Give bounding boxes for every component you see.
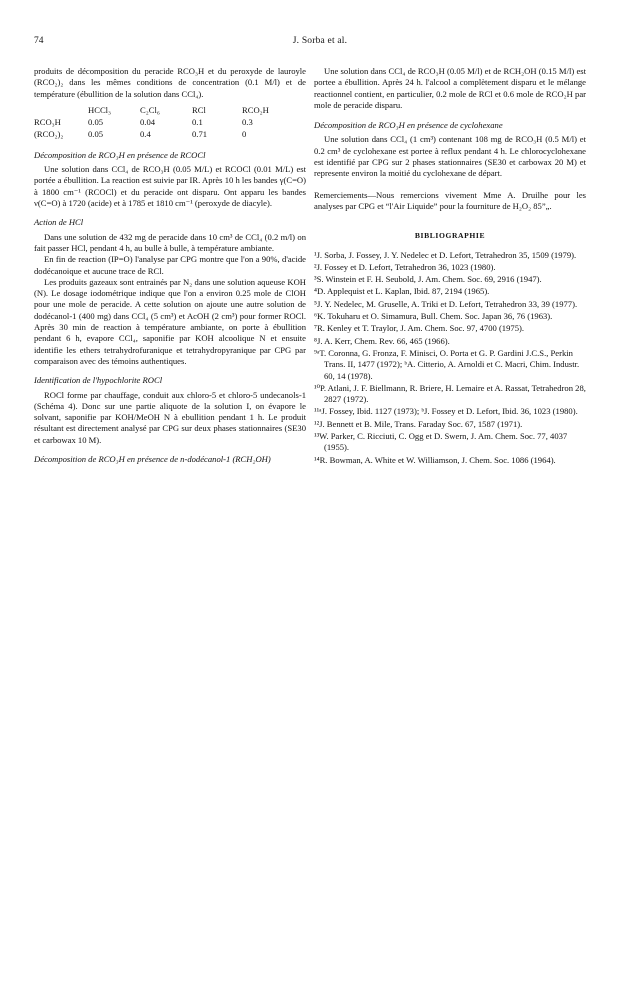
bibliography-heading: BIBLIOGRAPHIE <box>414 231 486 241</box>
section-heading: Décomposition de RCO₃H en présence de n-dodécanol-1 (RCH₂OH) <box>34 454 271 465</box>
section-heading: Identification de l'hypochlorite ROCl <box>34 375 163 386</box>
acknowledgements: Remerciements—Nous remercions vivement Mme A. Druilhe pour les analyses par CPG et “l'Air Liquide” pour la fourniture de H₂O₂ 85”„. <box>314 189 586 211</box>
table-row <box>34 117 288 129</box>
right-column <box>314 66 586 467</box>
reference-item: ¹J. Sorba, J. Fossey, J. Y. Nedelec et D. Lefort, Tetrahedron 35, 1509 (1979). <box>314 249 577 260</box>
reference-item: ¹⁴R. Bowman, A. White et W. Williamson, J. Chem. Soc. 1086 (1964). <box>314 454 556 465</box>
reference-item: ⁷R. Kenley et T. Traylor, J. Am. Chem. Soc. 97, 4700 (1975). <box>314 323 525 334</box>
table-cell: 0.05 <box>88 128 104 139</box>
paragraph: Une solution dans CCl₄ de RCO₃H (0.05 M/l) et de RCH₂OH (0.15 M/l) est portee a ébullition. Après 24 h. l'alcool a complètement disparu et le mélange reactionnel contient, en particulier, 0.2 mole de RCl et 0.6 mole de RCO₂H par mole de peracide disparu. <box>314 66 586 110</box>
reference-item: ⁶K. Tokuharu et O. Simamura, Bull. Chem. Soc. Japan 36, 76 (1963). <box>314 311 553 322</box>
table-header-cell: RCl <box>192 104 206 115</box>
reference-item: ¹⁰P. Atlani, J. F. Biellmann, R. Briere, H. Lemaire et A. Rassat, Tetrahedron 28, 2827 (1972). <box>314 382 586 405</box>
running-head: J. Sorba et al. <box>292 36 348 46</box>
table-header-cell <box>34 105 88 117</box>
table-cell: (RCO₂)₂ <box>34 128 64 139</box>
page-header <box>30 36 610 50</box>
table-header-cell: RCO₂H <box>242 104 269 115</box>
reference-item: ⁸J. A. Kerr, Chem. Rev. 66, 465 (1966). <box>314 335 450 346</box>
reference-item: ¹¹ᵃJ. Fossey, Ibid. 1127 (1973); ᵇJ. Fossey et D. Lefort, Ibid. 36, 1023 (1980). <box>314 406 578 417</box>
table-cell: 0.71 <box>192 128 208 139</box>
table-cell: RCO₃H <box>34 116 61 127</box>
reference-item: ⁵J. Y. Nedelec, M. Gruselle, A. Triki et D. Lefort, Tetrahedron 33, 39 (1977). <box>314 298 578 309</box>
reference-item: ³S. Winstein et F. H. Seubold, J. Am. Chem. Soc. 69, 2916 (1947). <box>314 274 542 285</box>
reference-list <box>314 250 586 466</box>
table-header-cell: C₂Cl₆ <box>140 104 160 115</box>
paragraph: ROCl forme par chauffage, conduit aux chloro-5 et chloro-5 undecanols-1 (Schéma 4). Donc sur une partie aliquote de la solution I, on évapore le solvant, saponifie par KOH/MeOH N à ebullition pendant 1 h. Le produit résultant est directement analysé par CPG sur deux phases stationnaires (SE30 et carbowax 10 M). <box>34 389 306 445</box>
table-row <box>34 129 288 141</box>
paragraph: Une solution dans CCl₄ de RCO₃H (0.05 M/L) et RCOCl (0.01 M/L) est portée a ébullition. La reaction est suivie par IR. Après 10 h les bandes γ(C=O) à 1800 cm⁻¹ (RCOCl) et du peracide ont disparu. Ont apparu les bandes ν(C=O) à 1720 (acide) et à 1785 et 1810 cm⁻¹ (peroxyde de diacyle). <box>34 164 306 209</box>
table-cell: 0.4 <box>140 128 151 139</box>
table-cell: 0.05 <box>88 116 104 127</box>
reference-item: ²J. Fossey et D. Lefort, Tetrahedron 36, 1023 (1980). <box>314 261 496 272</box>
paragraph: Une solution dans CCl₄ (1 cm³) contenant 108 mg de RCO₃H (0.5 M/l) et 0.2 cm³ de cyclohexane est portee à reflux pendant 4 h. Le chlorocyclohexane est identifié par CPG sur 2 phases stationnaires (SE30 et carbowax 20 M) et represente environ la moitié du cyclohexane de départ. <box>314 134 586 179</box>
reference-item: ¹²J. Bennett et B. Mile, Trans. Faraday Soc. 67, 1587 (1971). <box>314 418 523 429</box>
paragraph: En fin de reaction (IP=O) l'analyse par CPG montre que l'on a 90%, d'acide dodécanoique et aucune trace de RCl. <box>34 254 306 276</box>
page-number: 74 <box>34 36 44 46</box>
section-heading: Action de HCl <box>34 217 84 228</box>
reference-item: ⁹ᵃT. Coronna, G. Fronza, F. Minisci, O. Porta et G. P. Gardini J.C.S., Perkin Trans. II, 1477 (1972); ᵇA. Citterio, A. Arnoldi et C. Macri, Chim. Industr. 60, 14 (1978). <box>314 347 580 381</box>
reference-item: ⁴D. Applequist et L. Kaplan, Ibid. 87, 2194 (1965). <box>314 286 490 297</box>
paragraph: produits de décomposition du peracide RCO₃H et du peroxyde de lauroyle (RCO₂)₂ dans les mêmes conditions de concentration (0.1 M/l) et de température (ébullition de la solution dans CCl₄). <box>34 66 306 99</box>
results-table <box>34 105 288 141</box>
table-cell: 0 <box>242 128 247 139</box>
table-cell: 0.3 <box>242 116 253 127</box>
left-column <box>34 66 306 468</box>
paragraph: Les produits gazeaux sont entrainés par N₂ dans une solution aqueuse KOH (N). Le dosage iodométrique indique que l'on a environ 0.25 mole de ClOH pour une mole de peracide. A cette solution on ajoute une autre solution de dodécanol-1 (400 mg) dans CCl₄ (5 cm³) et AcOH (2 cm³) pour former ROCl. Après 30 min de reaction à température ambiante, on porte à ébullition pendant 6 h, evapore CCl₄, saponifie par KOH alcoolique N et ensuite identifie les ethers tetrahydrofuranique et tetrahydropyranique par CPG par comparaison avec des témoins authentiques. <box>34 276 306 366</box>
table-cell: 0.04 <box>140 116 156 127</box>
paragraph: Dans une solution de 432 mg de peracide dans 10 cm³ de CCl₄ (0.2 m/l) on fait passer HCl, pendant 4 h, au bulle à bulle, à température ambiante. <box>34 231 306 253</box>
section-heading: Décomposition de RCO₃H en présence de cyclohexane <box>314 120 503 131</box>
table-header-row <box>34 105 288 117</box>
table-header-cell: HCCl₃ <box>88 104 112 115</box>
section-heading: Décomposition de RCO₃H en présence de RCOCl <box>34 149 206 160</box>
reference-item: ¹³W. Parker, C. Ricciuti, C. Ogg et D. Swern, J. Am. Chem. Soc. 77, 4037 (1955). <box>314 431 568 453</box>
table-cell: 0.1 <box>192 116 203 127</box>
